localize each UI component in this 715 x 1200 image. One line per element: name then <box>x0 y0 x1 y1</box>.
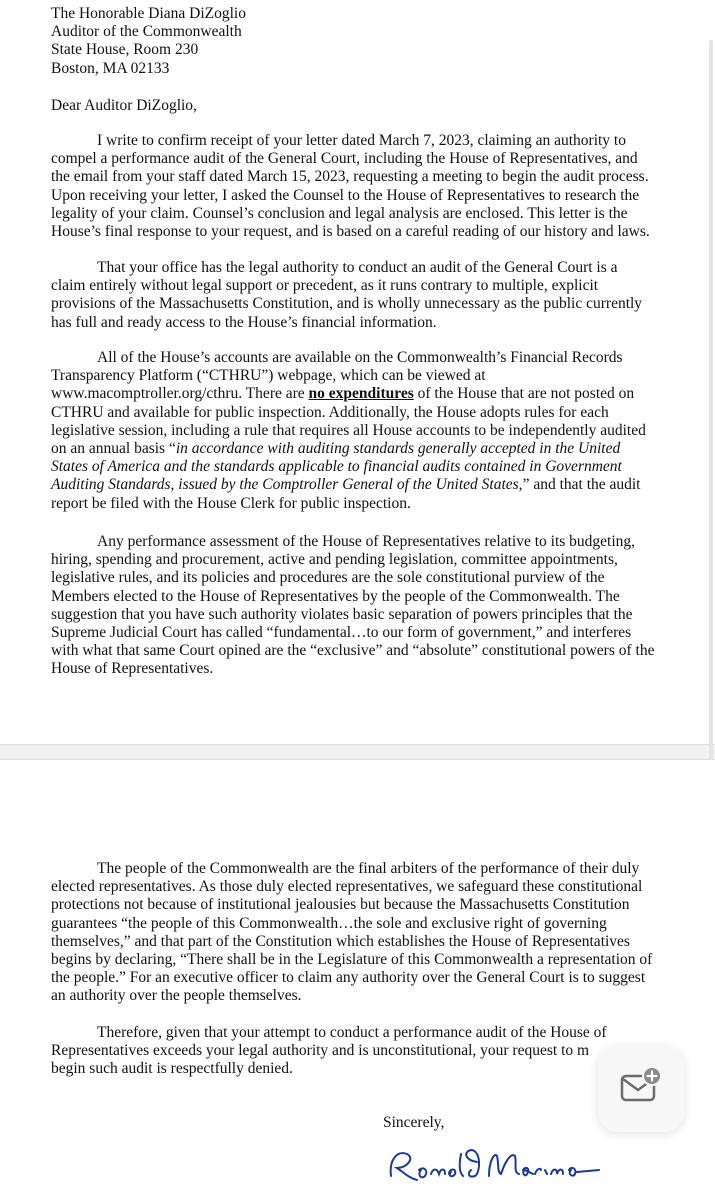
no-expenditures-emphasis: no expenditures <box>308 385 414 403</box>
text-line: CTHRU and available for public inspection. Additionally, the House adopts rules for each <box>51 403 609 421</box>
text-line: guarantees “the people of this Commonwealth…the sole and exclusive right of governing <box>51 914 607 932</box>
text-line: the people.” For an executive officer to claim any authority over the General Court is to suggest <box>51 969 646 987</box>
text-line <box>51 458 646 476</box>
text-line: provisions of the Massachusetts Constitution, and is wholly unnecessary as the public currently <box>51 295 643 313</box>
text-line: legislative session, including a rule that requires all House accounts to be independently audited <box>51 421 646 439</box>
text-line: The people of the Commonwealth are the final arbiters of the performance of their duly <box>97 860 640 877</box>
text-line: Representatives exceeds your legal authority and is unconstitutional, your request to m <box>51 1042 590 1060</box>
signature-icon <box>385 1140 605 1192</box>
quoted-standard-text: States of America and the standards applicable to financial audits contained in Government <box>51 458 622 476</box>
paragraph-people <box>51 860 652 1006</box>
text-segment: of the House that are not posted on <box>413 385 635 403</box>
text-line <box>51 476 646 494</box>
text-line: Therefore, given that your attempt to conduct a performance audit of the House of <box>97 1024 607 1041</box>
text-line: begins by declaring, “There shall be in the Legislature of this Commonwealth a representation of <box>51 951 653 969</box>
text-line: House of Representatives. <box>51 660 214 678</box>
text-line: elected representatives. As those duly elected representatives, we safeguard these constitutional <box>51 878 643 896</box>
text-line <box>51 385 646 403</box>
text-line: I write to confirm receipt of your letter dated March 7, 2023, claiming an authority to <box>97 132 626 149</box>
text-line: Supreme Judicial Court has called “fundamental…to our form of government,” and interferes <box>51 624 632 642</box>
address-line: The Honorable Diana DiZoglio <box>51 5 246 22</box>
text-segment: ” and that the audit <box>522 476 641 494</box>
address-line: Boston, MA 02133 <box>51 59 170 77</box>
paragraph-conclusion <box>51 1024 607 1079</box>
salutation: Dear Auditor DiZoglio, <box>51 97 197 114</box>
paragraph-performance-assessment <box>51 533 654 679</box>
text-line <box>51 440 646 458</box>
paragraph-authority <box>51 259 642 332</box>
quoted-standard-text: in accordance with auditing standards generally accepted in the United <box>175 440 621 458</box>
paragraph-receipt <box>51 132 650 241</box>
text-line: Any performance assessment of the House of Representatives relative to its budgeting, <box>97 533 636 550</box>
recipient-address <box>51 5 246 78</box>
cthru-url-text: www.macomptroller.org/cthru. There are <box>51 385 309 403</box>
text-line: That your office has the legal authority to conduct an audit of the General Court is a <box>97 259 618 276</box>
text-line: report be filed with the House Clerk for public inspection. <box>51 494 411 512</box>
text-line: hiring, spending and procurement, active and pending legislation, committee appointments, <box>51 551 618 569</box>
text-line: claim entirely without legal support or precedent, as it runs contrary to multiple, explicit <box>51 277 599 295</box>
text-line: the email from your staff dated March 15, 2023, requesting a meeting to begin the audit process. <box>51 168 649 186</box>
compose-mail-button[interactable] <box>598 1046 684 1132</box>
signature <box>385 1140 605 1192</box>
text-line: Transparency Platform (“CTHRU”) webpage, which can be viewed at <box>51 367 486 385</box>
text-line: begin such audit is respectfully denied. <box>51 1060 293 1078</box>
text-line: protections not because of institutional jealousies but because the Massachusetts Constitution <box>51 896 630 914</box>
text-line: legislative rules, and its policies and procedures are the sole constitutional purview of the <box>51 569 605 587</box>
closing: Sincerely, <box>383 1114 445 1131</box>
address-line: State House, Room 230 <box>51 41 199 59</box>
scrollbar[interactable] <box>709 40 713 840</box>
compose-envelope-plus-icon <box>618 1066 664 1112</box>
text-line: with what that same Court opined are the “exclusive” and “absolute” constitutional powers of the <box>51 642 655 660</box>
quoted-standard-text: Auditing Standards, issued by the Comptroller General of the United States, <box>51 476 523 494</box>
text-segment: on an annual basis “ <box>51 440 176 458</box>
page-separator <box>0 744 715 760</box>
paragraph-accounts <box>51 349 646 513</box>
text-line: Members elected to the House of Representatives by the people of the Commonwealth. The <box>51 587 620 605</box>
text-line: an authority over the people themselves. <box>51 987 302 1005</box>
text-line: Upon receiving your letter, I asked the Counsel to the House of Representatives to research the <box>51 186 640 204</box>
text-line: suggestion that you have such authority violates basic separation of powers principles that the <box>51 605 633 623</box>
text-line: compel a performance audit of the General Court, including the House of Representatives, and <box>51 150 638 168</box>
text-line: themselves,” and that part of the Constitution which establishes the House of Representatives <box>51 932 630 950</box>
text-line: All of the House’s accounts are available on the Commonwealth’s Financial Records <box>97 349 623 366</box>
text-line: legality of your claim. Counsel’s conclusion and legal analysis are enclosed. This letter is the <box>51 204 628 222</box>
address-line: Auditor of the Commonwealth <box>51 23 242 41</box>
text-line: House’s final response to your request, and is based on a careful reading of our history and laws. <box>51 223 650 241</box>
text-line: has full and ready access to the House’s financial information. <box>51 313 437 331</box>
